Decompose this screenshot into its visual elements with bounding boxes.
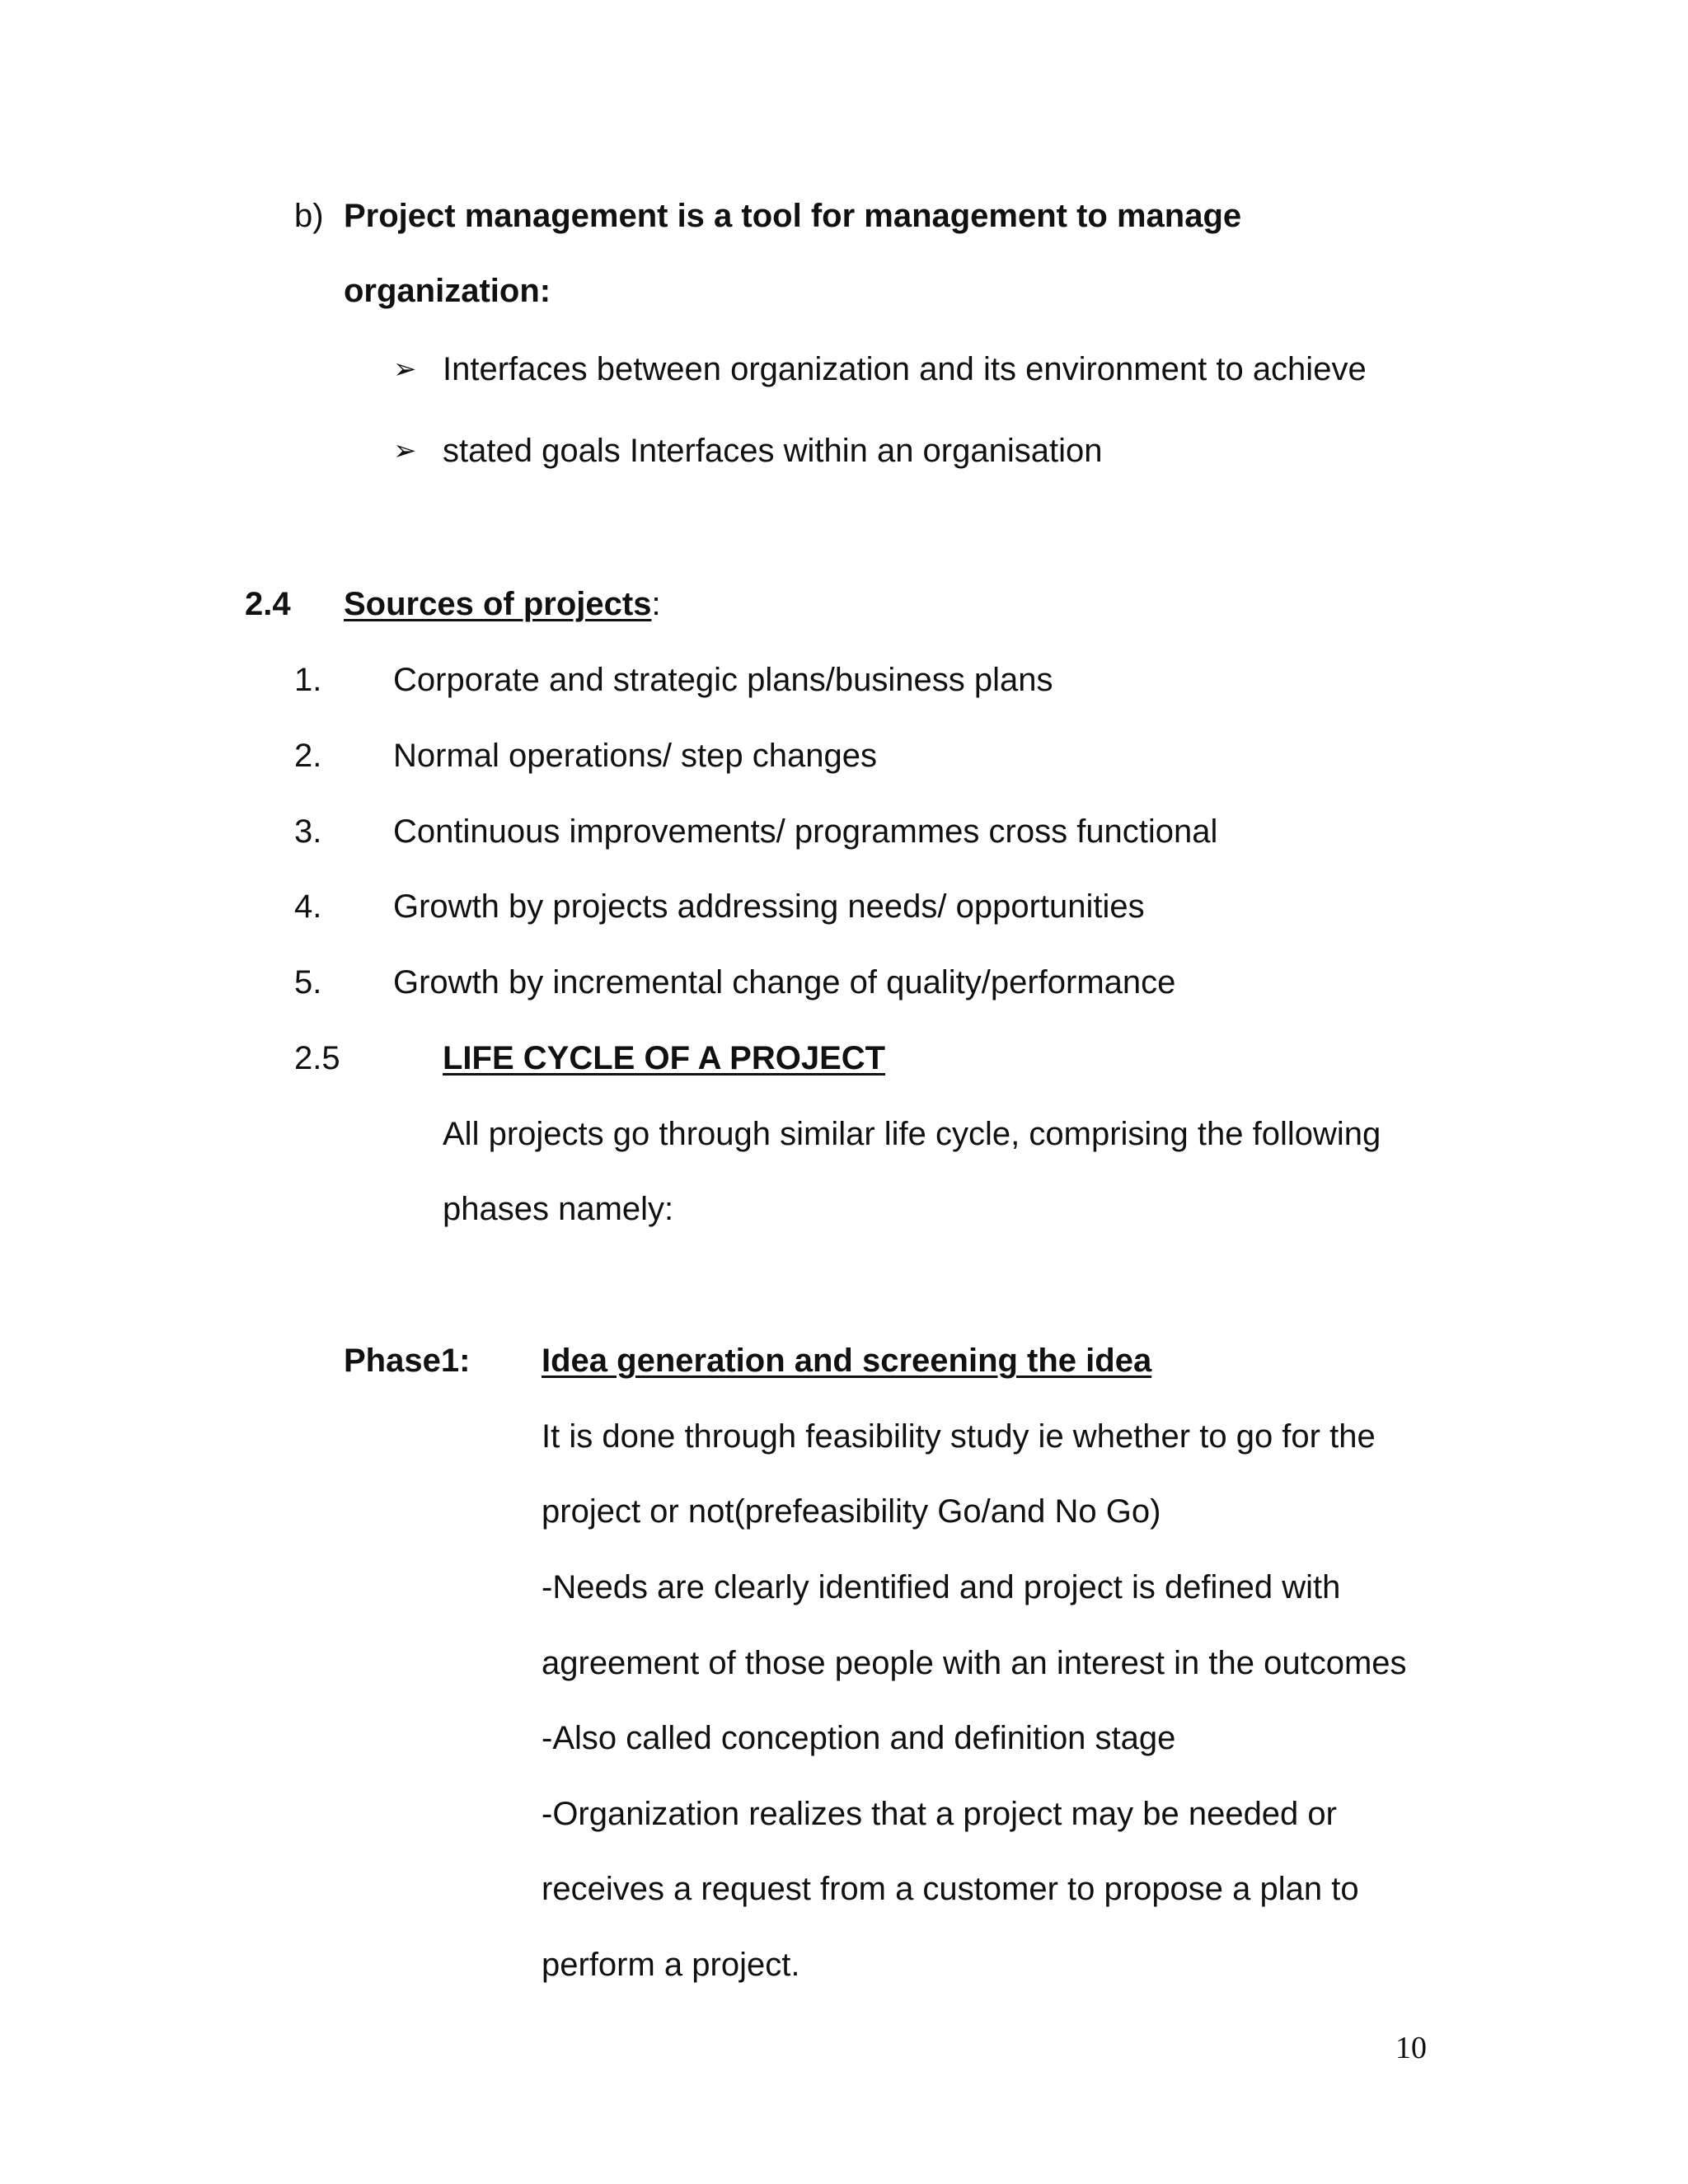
phase1-line: It is done through feasibility study ie whether to go for the: [542, 1418, 1376, 1455]
arrow-bullet-icon: ➢: [393, 434, 417, 467]
bullet-item: stated goals Interfaces within an organisation: [443, 433, 1103, 469]
phase1-line: project or not(prefeasibility Go/and No Go): [542, 1493, 1161, 1530]
section-2-4-title-suffix: :: [651, 586, 661, 622]
section-2-5-intro-line1: All projects go through similar life cycle, comprising the following: [443, 1116, 1381, 1152]
list-item-number: 5.: [294, 964, 322, 1001]
list-item: Normal operations/ step changes: [393, 738, 877, 774]
section-b-heading-line1: Project management is a tool for management to manage: [344, 198, 1242, 234]
phase1-line: receives a request from a customer to propose a plan to: [542, 1871, 1359, 1907]
list-item: Continuous improvements/ programmes cross functional: [393, 813, 1218, 850]
list-item: Growth by incremental change of quality/performance: [393, 964, 1176, 1001]
arrow-bullet-icon: ➢: [393, 353, 417, 386]
bullet-item: Interfaces between organization and its environment to achieve: [443, 351, 1367, 387]
phase1-title: Idea generation and screening the idea: [542, 1343, 1152, 1379]
page-number: 10: [1395, 2031, 1427, 2065]
phase1-line: perform a project.: [542, 1947, 800, 1983]
section-2-4-title: Sources of projects: [344, 586, 652, 622]
phase1-line: agreement of those people with an interest in the outcomes: [542, 1645, 1407, 1681]
section-2-5-number: 2.5: [294, 1040, 340, 1076]
section-2-5-intro-line2: phases namely:: [443, 1191, 674, 1227]
phase1-line: -Needs are clearly identified and project is defined with: [542, 1569, 1341, 1605]
phase1-line: -Also called conception and definition stage: [542, 1720, 1176, 1756]
list-item-number: 1.: [294, 662, 322, 698]
section-b-marker: b): [294, 198, 324, 234]
phase1-label: Phase1:: [344, 1343, 471, 1379]
list-item-number: 2.: [294, 738, 322, 774]
list-item-number: 4.: [294, 888, 322, 925]
section-b-heading-line2: organization:: [344, 273, 551, 309]
phase1-line: -Organization realizes that a project may be needed or: [542, 1796, 1337, 1832]
list-item: Growth by projects addressing needs/ opportunities: [393, 888, 1145, 925]
section-2-4-number: 2.4: [245, 586, 291, 622]
list-item: Corporate and strategic plans/business plans: [393, 662, 1053, 698]
section-2-5-title: LIFE CYCLE OF A PROJECT: [443, 1040, 886, 1076]
list-item-number: 3.: [294, 813, 322, 850]
section-2-4-heading: [344, 584, 661, 624]
